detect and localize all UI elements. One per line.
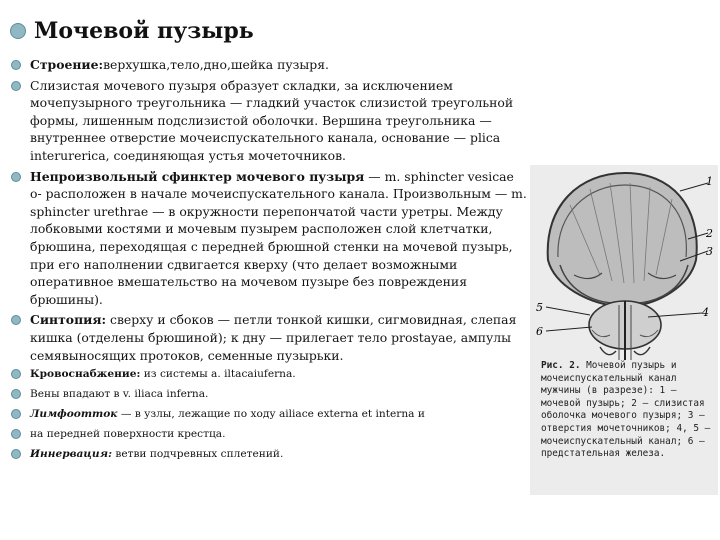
figure-label-3: 3 xyxy=(706,245,713,258)
bullet-icon xyxy=(11,429,21,439)
bullet-icon xyxy=(11,60,21,70)
bullet-icon xyxy=(11,315,21,325)
slide-title xyxy=(10,18,254,44)
list-item: Иннервация: ветви подчревных сплетений. xyxy=(8,447,528,461)
list-item: Кровоснабжение: из системы a. iltacaiuferna. xyxy=(8,367,528,381)
list-item: Строение:верхушка,тело,дно,шейка пузыря. xyxy=(8,56,528,74)
bullet-list xyxy=(8,56,528,467)
bladder-drawing xyxy=(530,165,718,360)
list-item: на передней поверхности крестца. xyxy=(8,427,528,441)
figure-caption: Рис. 2. Мочевой пузырь и мочеиспускательный канал мужчины (в разрезе): 1 — мочевой пузырь; 2 — слизистая оболочка мочевого пузыря; 3 — отверстия мочеточников; 4, 5 — мочеиспускательный канал; 6 — предстательная железа. xyxy=(541,360,716,460)
title-text: Мочевой пузырь xyxy=(34,18,254,44)
bullet-icon xyxy=(11,81,21,91)
figure-label-1: 1 xyxy=(706,175,713,188)
figure-label-4: 4 xyxy=(702,306,709,319)
bullet-icon xyxy=(11,172,21,182)
list-item: Синтопия: сверху и сбоков — петли тонкой кишки, сигмовидная, слепая кишка (отделены брюшиной); к дну — прилегает тело prostayae, ампулы семявыносящих протоков, семенные пузырьки. xyxy=(8,311,528,364)
list-item: Вены впадают в v. iliaca inferna. xyxy=(8,387,528,401)
list-item: Слизистая мочевого пузыря образует складки, за исключением мочепузырного треугольника — гладкий участок слизистой треугольной формы, лишенным подслизистой оболочки. Вершина треугольника — внутреннее отверстие мочеиспускательного канала, основание — plica interurerica, соединяющая устья мочеточников. xyxy=(8,77,528,165)
bullet-icon xyxy=(11,409,21,419)
bullet-icon xyxy=(11,449,21,459)
figure-label-2: 2 xyxy=(706,227,713,240)
figure-label-6: 6 xyxy=(536,325,543,338)
bullet-icon xyxy=(11,369,21,379)
bullet-icon xyxy=(11,389,21,399)
bullet-icon xyxy=(10,23,26,39)
list-item: Непроизвольный сфинктер мочевого пузыря — m. sphincter vesicae о- расположен в начале мочеиспускательного канала. Произвольным — m. sphincter urethrae — в окружности перепончатой части уретры. Между лобковыми костями и мочевым пузырем расположен слой клетчатки, брюшина, переходящая с передней брюшной стенки на мочевой пузырь, при его наполнении сдвигается кверху (что делает возможными оперативное вмешательство на мочевом пузыре без повреждения брюшины). xyxy=(8,168,528,309)
list-item: Лимфоотток — в узлы, лежащие по ходу ailiace externa et interna и xyxy=(8,407,528,421)
figure-label-5: 5 xyxy=(536,301,543,314)
